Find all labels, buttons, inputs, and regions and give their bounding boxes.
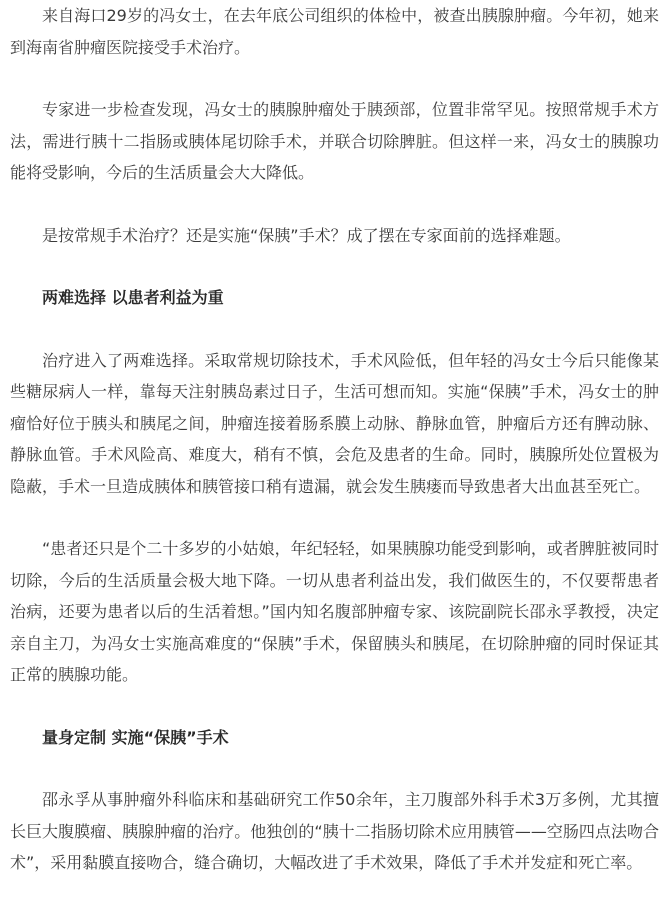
paragraph-gap: [10, 63, 659, 94]
paragraph-quote: “患者还只是个二十多岁的小姑娘，年纪轻轻，如果胰腺功能受到影响，或者脾脏被同时切除，今后的生活质量会极大地下降。一切从患者利益出发，我们做医生的，不仅要帮患者治病，还要为患者以后的生活着想。”国内知名腹部肿瘤专家、该院副院长邵永孚教授，决定亲自主刀，为冯女士实施高难度的“保胰”手术，保留胰头和胰尾，在切除肿瘤的同时保证其正常的胰腺功能。: [10, 539, 659, 684]
paragraph-surgeon-profile: 邵永孚从事肿瘤外科临床和基础研究工作50余年，主刀腹部外科手术3万多例，尤其擅长巨大腹膜瘤、胰腺肿瘤的治疗。他独创的“胰十二指肠切除术应用胰管——空肠四点法吻合术”，采用黏膜直接吻合，缝合确切，大幅改进了手术效果，降低了手术并发症和死亡率。: [10, 790, 659, 872]
section-heading-dilemma: 两难选择 以患者利益为重: [42, 288, 224, 307]
paragraph-gap: [10, 314, 659, 345]
section-heading-custom-surgery: 量身定制 实施“保胰”手术: [42, 727, 229, 747]
paragraph-gap: [10, 251, 659, 282]
paragraph-gap: [10, 753, 659, 784]
paragraph-intro: 来自海口29岁的冯女士，在去年底公司组织的体检中，被查出胰腺肿瘤。今年初，她来到海南省肿瘤医院接受手术治疗。: [10, 6, 659, 57]
paragraph-gap: [10, 502, 659, 533]
paragraph-exam-findings: 专家进一步检查发现，冯女士的胰腺肿瘤处于胰颈部，位置非常罕见。按照常规手术方法，需进行胰十二指肠或胰体尾切除手术，并联合切除脾脏。但这样一来，冯女士的胰腺功能将受影响，今后的生活质量会大大降低。: [10, 100, 659, 182]
paragraph-treatment-choice: 治疗进入了两难选择。采取常规切除技术，手术风险低，但年轻的冯女士今后只能像某些糖尿病人一样，靠每天注射胰岛素过日子，生活可想而知。实施“保胰”手术，冯女士的肿瘤恰好位于胰头和胰尾之间，肿瘤连接着肠系膜上动脉、静脉血管，肿瘤后方还有脾动脉、静脉血管。手术风险高、难度大，稍有不慎，会危及患者的生命。同时，胰腺所处位置极为隐蔽，手术一旦造成胰体和胰管接口稍有遗漏，就会发生胰瘘而导致患者大出血甚至死亡。: [10, 350, 659, 496]
paragraph-gap: [10, 691, 659, 722]
paragraph-gap: [10, 189, 659, 220]
paragraph-dilemma: 是按常规手术治疗？还是实施“保胰”手术？成了摆在专家面前的选择难题。: [42, 225, 571, 245]
